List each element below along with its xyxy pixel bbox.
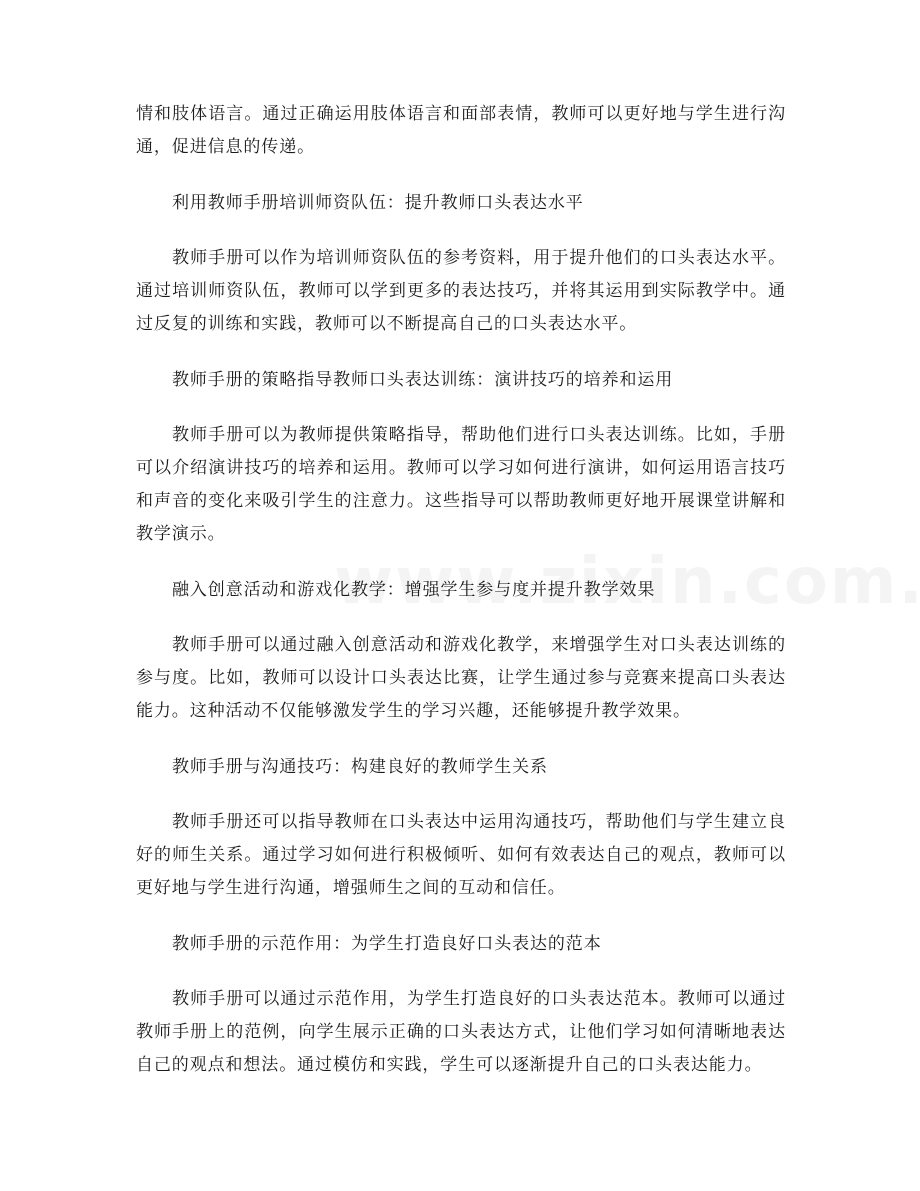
- section-heading: 教师手册与沟通技巧：构建良好的教师学生关系: [172, 757, 548, 777]
- section-heading: 融入创意活动和游戏化教学：增强学生参与度并提升教学效果: [172, 580, 656, 600]
- paragraph-continuation: 情和肢体语言。通过正确运用肢体语言和面部表情，教师可以更好地与学生进行沟通，促进信息的传递。: [136, 104, 786, 157]
- section-heading: 教师手册的示范作用：为学生打造良好口头表达的范本: [172, 934, 602, 954]
- section-heading: 利用教师手册培训师资队伍：提升教师口头表达水平: [172, 193, 584, 213]
- body-paragraph: 教师手册还可以指导教师在口头表达中运用沟通技巧，帮助他们与学生建立良好的师生关系。通过学习如何进行积极倾听、如何有效表达自己的观点，教师可以更好地与学生进行沟通，增强师生之间的互动和信任。: [136, 812, 786, 898]
- body-paragraph: 教师手册可以通过示范作用，为学生打造良好的口头表达范本。教师可以通过教师手册上的范例，向学生展示正确的口头表达方式，让他们学习如何清晰地表达自己的观点和想法。通过模仿和实践，学生可以逐渐提升自己的口头表达能力。: [136, 989, 786, 1075]
- section-heading: 教师手册的策略指导教师口头表达训练：演讲技巧的培养和运用: [172, 370, 674, 390]
- body-paragraph: 教师手册可以作为培训师资队伍的参考资料，用于提升他们的口头表达水平。通过培训师资队伍，教师可以学到更多的表达技巧，并将其运用到实际教学中。通过反复的训练和实践，教师可以不断提高自己的口头表达水平。: [136, 248, 786, 334]
- body-paragraph: 教师手册可以为教师提供策略指导，帮助他们进行口头表达训练。比如，手册可以介绍演讲技巧的培养和运用。教师可以学习如何进行演讲，如何运用语言技巧和声音的变化来吸引学生的注意力。这些指导可以帮助教师更好地开展课堂讲解和教学演示。: [136, 425, 786, 544]
- body-paragraph: 教师手册可以通过融入创意活动和游戏化教学，来增强学生对口头表达训练的参与度。比如，教师可以设计口头表达比赛，让学生通过参与竞赛来提高口头表达能力。这种活动不仅能够激发学生的学习兴趣，还能够提升教学效果。: [136, 635, 786, 721]
- document-body: [136, 98, 786, 1082]
